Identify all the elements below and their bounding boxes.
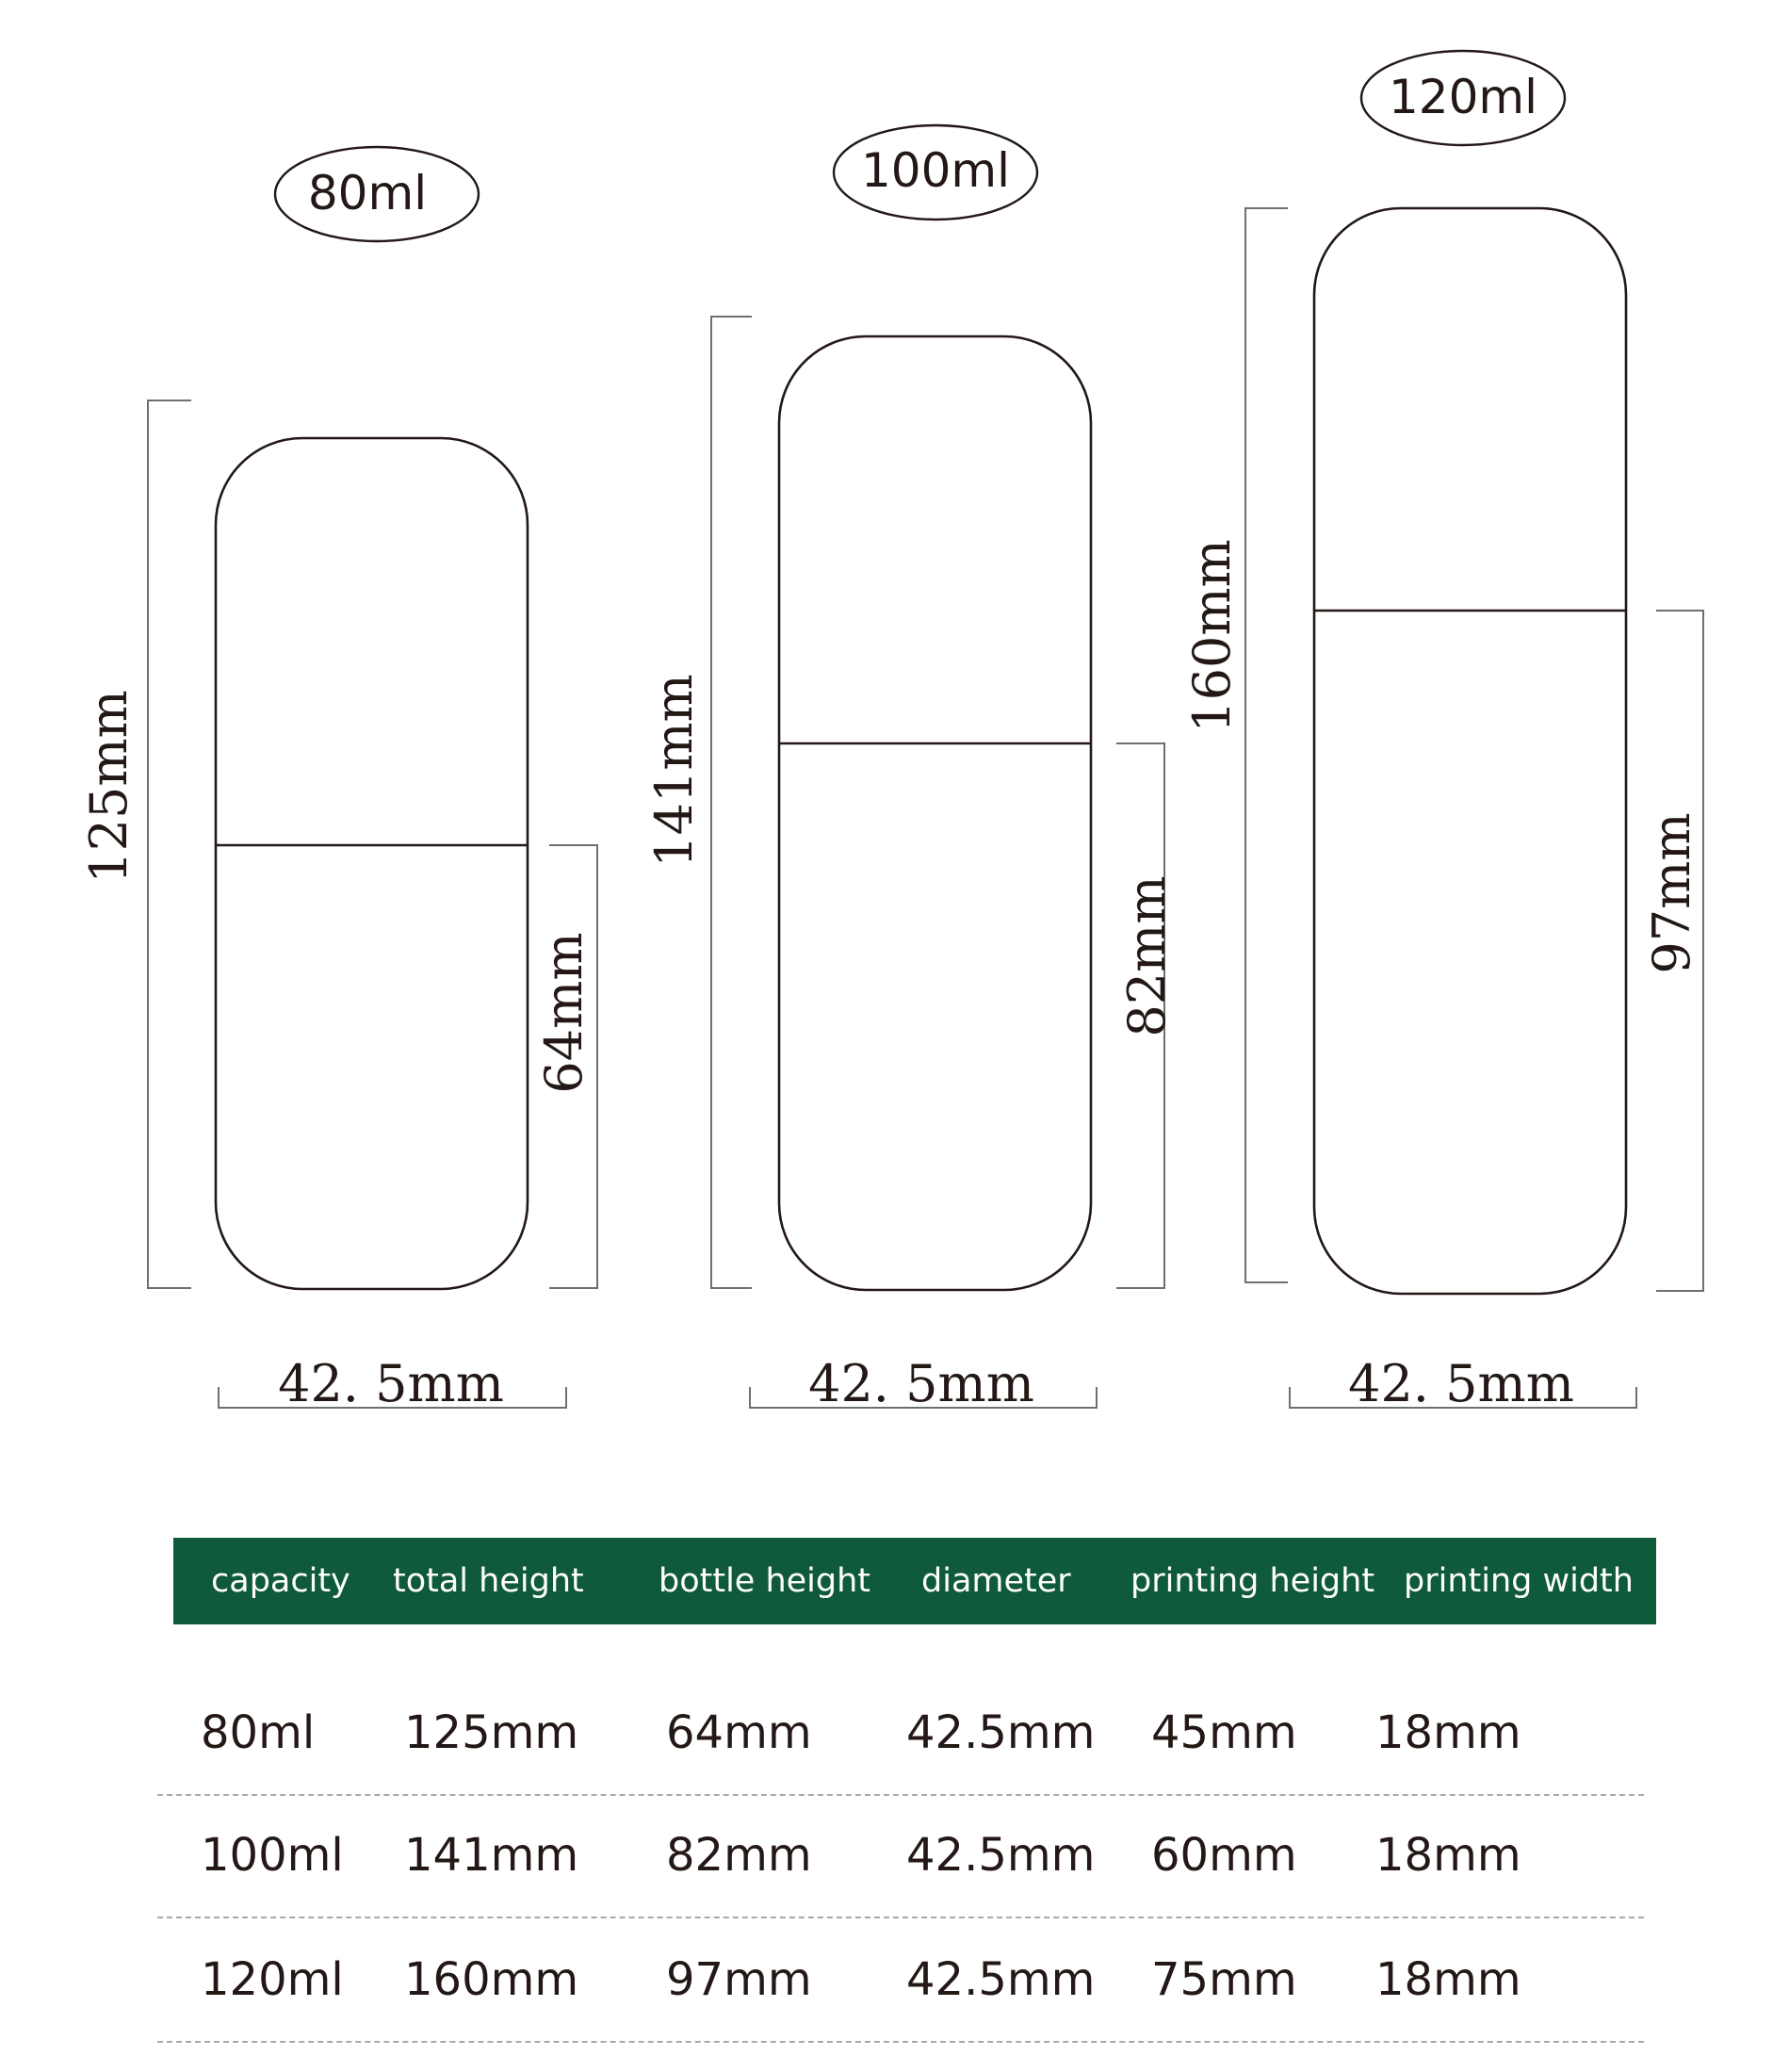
bottle-height-label-80ml: 64mm: [534, 932, 594, 1094]
cell-capacity: 120ml: [201, 1953, 344, 2006]
table-row: [157, 1918, 1644, 2043]
bottle-height-label-120ml: 97mm: [1642, 812, 1701, 974]
cell-printing-width: 18mm: [1375, 1706, 1521, 1759]
bottle-120ml-group: [1182, 51, 1703, 1413]
cell-diameter: 42.5mm: [906, 1829, 1096, 1882]
total-height-label-120ml: 160mm: [1182, 539, 1242, 733]
cell-capacity: 100ml: [201, 1829, 344, 1882]
table-row: [157, 1672, 1644, 1796]
cell-capacity: 80ml: [201, 1706, 316, 1759]
cell-printing-height: 45mm: [1151, 1706, 1297, 1759]
specification-table: [173, 1538, 1656, 2006]
bottle-outline-100ml: [779, 336, 1091, 1290]
bottle-80ml-group: [79, 147, 597, 1413]
header-diameter: diameter: [921, 1562, 1071, 1600]
capacity-label-80ml: 80ml: [307, 166, 428, 220]
total-height-bracket-120ml: [1245, 208, 1288, 1282]
cell-printing-height: 75mm: [1151, 1953, 1297, 2006]
header-capacity: capacity: [211, 1562, 350, 1600]
cell-diameter: 42.5mm: [906, 1953, 1096, 2006]
cell-diameter: 42.5mm: [906, 1706, 1096, 1759]
total-height-label-100ml: 141mm: [644, 674, 704, 868]
table-row: [157, 1794, 1644, 1918]
cell-bottle-height: 82mm: [666, 1829, 812, 1882]
cell-printing-width: 18mm: [1375, 1953, 1521, 2006]
capacity-label-100ml: 100ml: [860, 143, 1011, 198]
total-height-bracket-80ml: [148, 400, 191, 1288]
cell-total-height: 141mm: [404, 1829, 579, 1882]
cell-printing-height: 60mm: [1151, 1829, 1297, 1882]
cell-total-height: 160mm: [404, 1953, 579, 2006]
table-header: [173, 1538, 1656, 1624]
cell-bottle-height: 97mm: [666, 1953, 812, 2006]
diameter-label-80ml: 42. 5mm: [278, 1354, 504, 1413]
diameter-label-100ml: 42. 5mm: [808, 1354, 1034, 1413]
capacity-label-120ml: 120ml: [1388, 70, 1538, 124]
bottle-100ml-group: [644, 125, 1177, 1413]
diameter-label-120ml: 42. 5mm: [1348, 1354, 1574, 1413]
cell-total-height: 125mm: [404, 1706, 579, 1759]
bottle-outline-120ml: [1314, 208, 1626, 1294]
total-height-bracket-100ml: [711, 317, 752, 1288]
header-total-height: total height: [393, 1562, 584, 1600]
header-printing-width: printing width: [1404, 1562, 1634, 1600]
bottle-outline-80ml: [216, 438, 528, 1289]
bottle-height-label-100ml: 82mm: [1117, 875, 1177, 1037]
header-bottle-height: bottle height: [659, 1562, 871, 1600]
total-height-label-80ml: 125mm: [79, 690, 138, 884]
cell-printing-width: 18mm: [1375, 1829, 1521, 1882]
header-printing-height: printing height: [1130, 1562, 1375, 1600]
cell-bottle-height: 64mm: [666, 1706, 812, 1759]
